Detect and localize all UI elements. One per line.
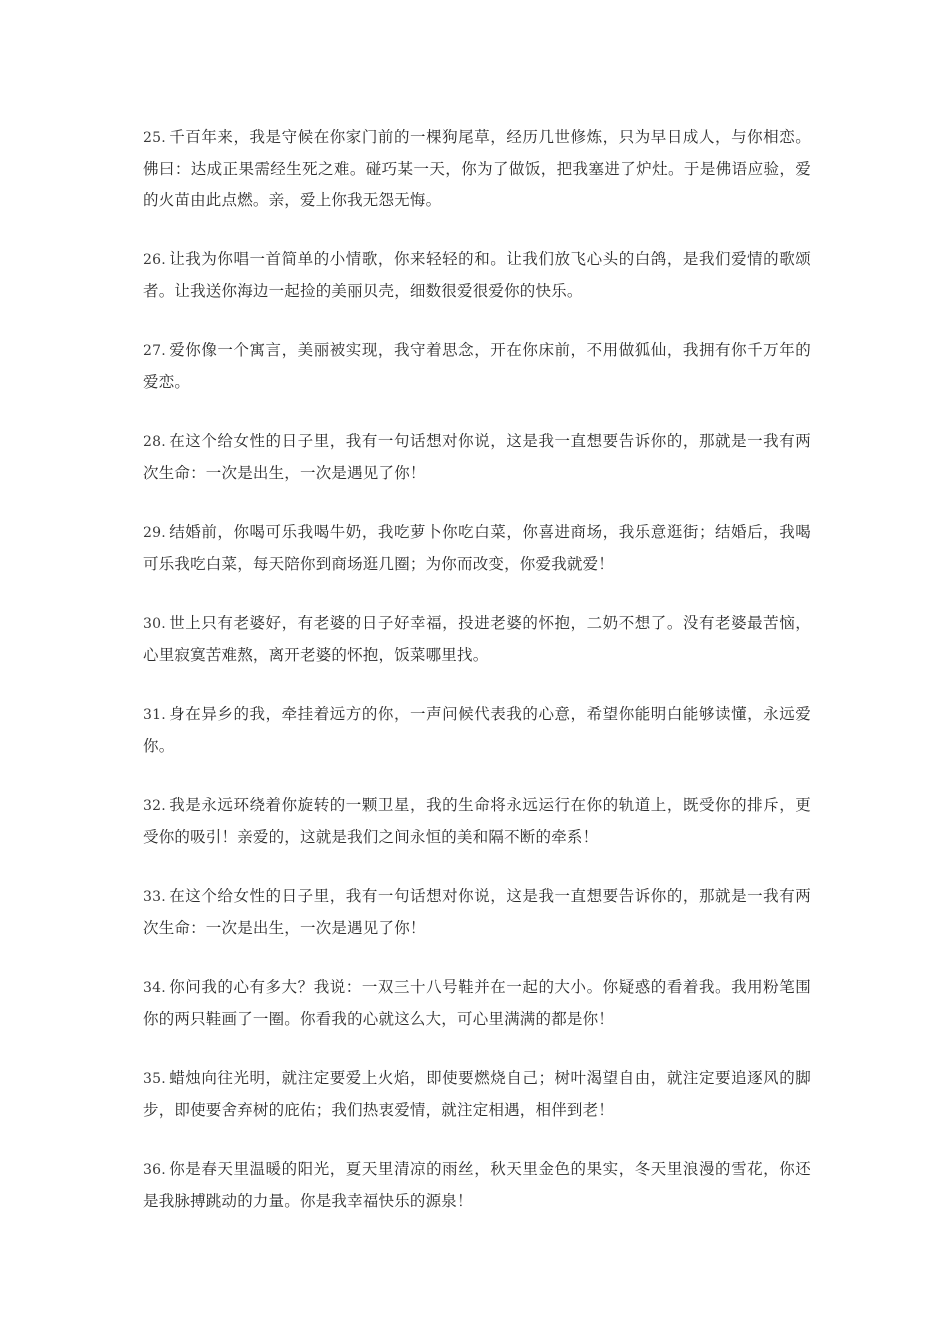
item-text: 我是永远环绕着你旋转的一颗卫星，我的生命将永远运行在你的轨道上，既受你的排斥，更受你的吸引！亲爱的，这就是我们之间永恒的美和隔不断的牵系！	[143, 796, 811, 846]
item-text: 在这个给女性的日子里，我有一句话想对你说，这是我一直想要告诉你的，那就是一我有两次生命：一次是出生，一次是遇见了你！	[143, 432, 811, 482]
love-message-list	[143, 122, 811, 1245]
list-item	[143, 972, 811, 1035]
list-item	[143, 881, 811, 944]
item-text: 在这个给女性的日子里，我有一句话想对你说，这是我一直想要告诉你的，那就是一我有两次生命：一次是出生，一次是遇见了你！	[143, 887, 811, 937]
item-text: 千百年来，我是守候在你家门前的一棵狗尾草，经历几世修炼，只为早日成人，与你相恋。佛曰：达成正果需经生死之难。碰巧某一天，你为了做饭，把我塞进了炉灶。于是佛语应验，爱的火苗由此点燃。亲，爱上你我无怨无悔。	[143, 128, 811, 209]
item-number: 27.	[143, 343, 166, 359]
list-item	[143, 517, 811, 580]
list-item	[143, 122, 811, 216]
list-item	[143, 699, 811, 762]
item-text: 让我为你唱一首简单的小情歌，你来轻轻的和。让我们放飞心头的白鸽，是我们爱情的歌颂者。让我送你海边一起捡的美丽贝壳，细数很爱很爱你的快乐。	[143, 250, 811, 300]
item-number: 30.	[143, 616, 166, 632]
item-text: 你问我的心有多大？我说：一双三十八号鞋并在一起的大小。你疑惑的看着我。我用粉笔围你的两只鞋画了一圈。你看我的心就这么大，可心里满满的都是你！	[143, 978, 811, 1028]
item-number: 32.	[143, 798, 166, 814]
list-item	[143, 1063, 811, 1126]
list-item	[143, 426, 811, 489]
item-number: 31.	[143, 707, 166, 723]
item-number: 29.	[143, 525, 166, 541]
item-number: 34.	[143, 980, 166, 996]
item-text: 结婚前，你喝可乐我喝牛奶，我吃萝卜你吃白菜，你喜进商场，我乐意逛街；结婚后，我喝可乐我吃白菜，每天陪你到商场逛几圈；为你而改变，你爱我就爱！	[143, 523, 811, 573]
item-number: 36.	[143, 1162, 166, 1178]
item-number: 28.	[143, 434, 166, 450]
item-text: 世上只有老婆好，有老婆的日子好幸福，投进老婆的怀抱，二奶不想了。没有老婆最苦恼，心里寂寞苦难熬，离开老婆的怀抱，饭菜哪里找。	[143, 614, 811, 664]
item-text: 身在异乡的我，牵挂着远方的你，一声问候代表我的心意，希望你能明白能够读懂，永远爱你。	[143, 705, 811, 755]
list-item	[143, 335, 811, 398]
item-number: 33.	[143, 889, 166, 905]
item-text: 爱你像一个寓言，美丽被实现，我守着思念，开在你床前，不用做狐仙，我拥有你千万年的爱恋。	[143, 341, 811, 391]
item-text: 你是春天里温暖的阳光，夏天里清凉的雨丝，秋天里金色的果实，冬天里浪漫的雪花，你还是我脉搏跳动的力量。你是我幸福快乐的源泉！	[143, 1160, 811, 1210]
item-number: 35.	[143, 1071, 166, 1087]
list-item	[143, 244, 811, 307]
item-number: 26.	[143, 252, 166, 268]
item-number: 25.	[143, 130, 166, 146]
item-text: 蜡烛向往光明，就注定要爱上火焰，即使要燃烧自己；树叶渴望自由，就注定要追逐风的脚步，即使要舍弃树的庇佑；我们热衷爱情，就注定相遇，相伴到老！	[143, 1069, 811, 1119]
list-item	[143, 790, 811, 853]
list-item	[143, 1154, 811, 1217]
list-item	[143, 608, 811, 671]
